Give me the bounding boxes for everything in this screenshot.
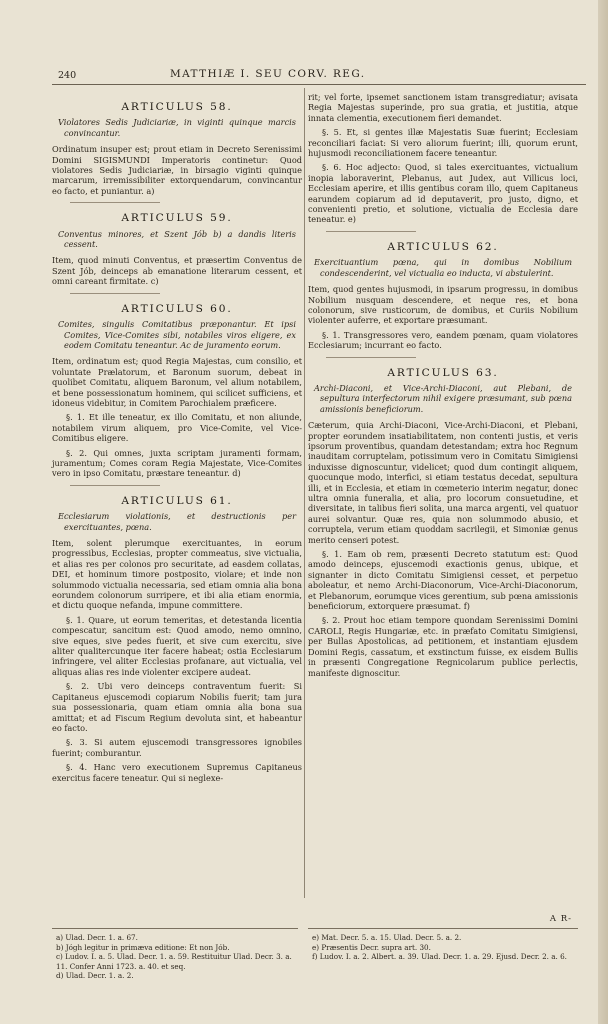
footnote-rule xyxy=(52,928,298,929)
running-header xyxy=(50,68,586,82)
article-section: §. 6. Hoc adjecto: Quod, si tales exercituantes, victualium inopia laboraverint, Plebanus, aut Judex, aut Villicus loci, Ecclesiam aperire, et illis gentibus coram illo, quem Capitaneus earundem copiarum ad id deputaverit, pro justo, digno, et convenienti pretio, et solutione, victualia de Ecclesia dare teneatur. e) xyxy=(308,162,578,225)
page-number: 240 xyxy=(58,70,77,81)
separator xyxy=(326,357,416,358)
left-column xyxy=(52,92,302,787)
article-section: §. 1. Quare, ut eorum temeritas, et detestanda licentia compescatur, sancitum est: Quod amodo, nemo omnino, sive eques, sive pedes fuerit, et sive cum exercitu, sive aliter qualitercunque iter facere habeat; ostia Ecclesiarum infringere, vel aliter Ecclesias profanare, aut victualia, vel aliquas alias res inde violenter excipere audeat. xyxy=(52,614,302,677)
article-section: §. 5. Et, si gentes illæ Majestatis Suæ fuerint; Ecclesiam reconciliari faciat: Si vero aliorum fuerint; illi, quorum erunt, hujusmodi reconciliationem facere teneantur. xyxy=(308,127,578,159)
article-heading: ARTICULUS 58. xyxy=(121,101,233,113)
article-summary: Violatores Sedis Judiciariæ, in viginti quinque marcis convincantur. xyxy=(58,117,296,138)
article-heading: ARTICULUS 61. xyxy=(121,494,233,507)
header-rule xyxy=(52,84,586,85)
article-section: §. 2. Qui omnes, juxta scriptam juramenti formam, juramentum; Comes coram Regia Majestate, Vice-Comites vero in ipso Comitatu, præstare teneantur. d) xyxy=(52,447,302,479)
article-text: rit; vel forte, ipsemet sanctionem istam transgrediatur; avisata Regia Majestas superinde, pro sua gratia, et justitia, atque innata clementia, executionem fieri demandet. xyxy=(308,92,578,123)
article-section: §. 2. Ubi vero deinceps contraventum fuerit: Si Capitaneus ejuscemodi copiarum Nobilis fuerit; tam jura sua possessionaria, quam etiam omnia alia bona sua amittat; et ad Fiscum Regium devoluta sint, et habeantur eo facto. xyxy=(52,681,302,733)
article-section: §. 3. Si autem ejuscemodi transgressores ignobiles fuerint; comburantur. xyxy=(52,737,302,758)
article-summary: Exercituantium pœna, qui in domibus Nobilium condescenderint, vel victualia eo inducta, vi abstulerint. xyxy=(314,257,572,278)
article-summary: Comites, singulis Comitatibus præponantur. Et ipsi Comites, Vice-Comites sibi, notabiles viros eligere, ex eodem Comitatu teneantur. Ac de juramento eorum. xyxy=(58,319,296,350)
footnotes-left xyxy=(56,933,300,981)
right-column xyxy=(308,92,578,682)
running-title: MATTHIÆ I. SEU CORV. REG. xyxy=(170,68,366,80)
footnote: e) Mat. Decr. 5. a. 15. Ulad. Decr. 5. a. 2. xyxy=(312,933,462,942)
article-summary: Archi-Diaconi, et Vice-Archi-Diaconi, aut Plebani, de sepultura interfectorum nihil exigere præsumant, sub pœna amissionis beneficiorum. xyxy=(314,382,572,414)
article-text: Item, quod minuti Conventus, et præsertim Conventus de Szent Jób, deinceps ab emanatione literarum cessent, et omni careant firmitate. c) xyxy=(52,255,302,287)
separator xyxy=(70,293,160,294)
catchword: A R- xyxy=(549,914,572,924)
separator xyxy=(70,202,160,203)
article-section: §. 2. Prout hoc etiam tempore quondam Serenissimi Domini CAROLI, Regis Hungariæ, etc. in præfato Comitatu Simigiensi, per Bullas Apostolicas, ad petitionem, et instantiam ejusdem Domini Regis, cassatum, et exstinctum fuisse, ex eisdem Bullis in præsenti Congregatione Regnicolarum publice perlectis, manifeste dignoscitur. xyxy=(308,615,578,678)
page-edge xyxy=(598,0,608,1024)
article-heading: ARTICULUS 62. xyxy=(387,240,499,253)
article-heading: ARTICULUS 59. xyxy=(121,212,233,225)
article-text: Item, solent plerumque exercituantes, in eorum progressibus, Ecclesias, propter commeatus, sive victualia, et alias res per colonos pro securitate, ad easdem collatas, DEI, et hominum timore postposito, violare; et inde non solummodo victualia necessaria, sed etiam omnia alia bona eorundem colonorum surripere, et ibi alia etiam enormia, et dictu quoque nefanda, impune committere. xyxy=(52,538,302,611)
article-heading: ARTICULUS 60. xyxy=(121,302,233,315)
article-text: Cæterum, quia Archi-Diaconi, Vice-Archi-Diaconi, et Plebani, propter eorundem insatiabilitatem, non contenti justis, et veris ipsorum proventibus, quandam detestandam; extra hoc Regnum inauditam corruptelam, potissimum vero in Comitatu Simigiensi induxisse dignoscuntur, videlicet; quod dum contingit aliquem, quocunque modo, interfici, si etiam testatus decedat, sepultura illi, et in Ecclesia, et etiam in cœmeterio interim negatur, donec ultra omnia funeralia, et alia, pro locorum consuetudine, et diversitate, in talibus fieri solita, una marca argenti, vel quatuor aurei solvantur. Quæ res, quia non solummodo abusio, et corruptela, verum etiam quoddam sacrilegii, et Simoniæ genus merito censeri potest. xyxy=(308,420,578,545)
footnote: b) Jógh legitur in primæva editione: Et non Jób. xyxy=(56,942,230,952)
footnote: d) Ulad. Decr. 1. a. 2. xyxy=(56,971,134,981)
footnote: a) Ulad. Decr. 1. a. 67. xyxy=(56,933,138,942)
article-text: Item, quod gentes hujusmodi, in ipsarum progressu, in domibus Nobilium nusquam descendere, et neque res, et bona colonorum, sive rusticorum, de domibus, et Curiis Nobilium violenter auferre, et exportare præsumant. xyxy=(308,284,578,326)
article-summary: Ecclesiarum violationis, et destructionis per exercituantes, pœna. xyxy=(58,511,296,532)
article-text: Ordinatum insuper est; prout etiam in Decreto Serenissimi Domini SIGISMUNDI Imperatoris continetur: Quod violatores Sedis Judiciariæ, in birsagio viginti quinque marcarum, irremissibiliter extorquendarum, convincantur eo facto, et puniantur. a) xyxy=(52,144,302,196)
article-heading: ARTICULUS 63. xyxy=(387,366,499,379)
article-section: §. 1. Transgressores vero, eandem pœnam, quam violatores Ecclesiarum; incurrant eo facto. xyxy=(308,329,578,351)
article-section: §. 1. Et ille teneatur, ex illo Comitatu, et non aliunde, notabilem virum aliquem, pro Vice-Comite, vel Vice-Comitibus eligere. xyxy=(52,412,302,444)
footnotes-right xyxy=(312,933,576,962)
separator xyxy=(70,485,160,486)
column-divider xyxy=(304,88,305,898)
article-section: §. 1. Eam ob rem, præsenti Decreto statutum est: Quod amodo deinceps, ejuscemodi exactionis genus, ubique, et signanter in dicto Comitatu Simigiensi cesset, et perpetuo aboleatur, et nemo Archi-Diaconorum, Vice-Archi-Diaconorum, et Plebanorum, eorumque vices gerentium, sub pœna amissionis beneficiorum, extorquere præsumat. f) xyxy=(308,549,578,612)
article-section: §. 4. Hanc vero executionem Supremus Capitaneus exercitus facere teneatur. Qui si neglexe- xyxy=(52,762,302,783)
separator xyxy=(326,231,416,232)
footnote-rule xyxy=(308,928,578,929)
article-text: Item, ordinatum est; quod Regia Majestas, cum consilio, et voluntate Prælatorum, et Baronum suorum, debeat in quolibet Comitatu, aliquem Baronum, vel alium notabilem, et bene possessionatum hominem, qui scilicet sufficiens, et idoneus videbitur, in Comitem Parochialem præficere. xyxy=(52,356,302,408)
footnote: f) Ludov. I. a. 2. Albert. a. 39. Ulad. Decr. 1. a. 29. Ejusd. Decr. 2. a. 6. xyxy=(312,952,567,962)
footnote: e) Præsentis Decr. supra art. 30. xyxy=(312,942,431,952)
footnote: c) Ludov. I. a. 5. Ulad. Decr. 1. a. 59. Restituitur Ulad. Decr. 3. a. 11. Confer Anni 1723. a. 40. et seq. xyxy=(56,952,292,971)
article-summary: Conventus minores, et Szent Jób b) a dandis literis cessent. xyxy=(58,228,296,250)
